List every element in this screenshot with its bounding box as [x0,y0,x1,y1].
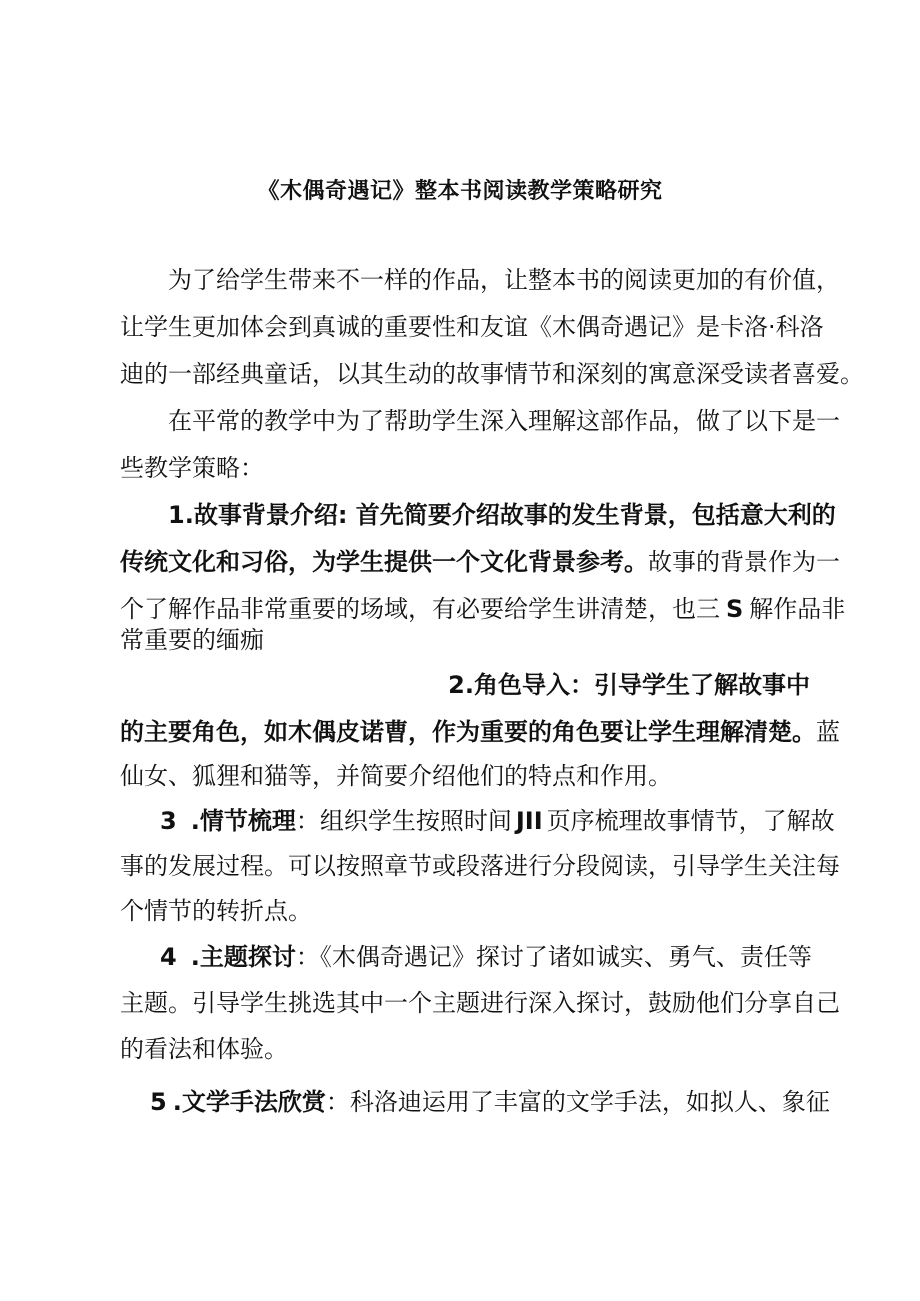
item1-line3 [120,592,845,626]
item4-rest: ：《木偶奇遇记》探讨了诸如诚实、勇气、责任等 [295,943,812,971]
item4-line2: 主题。引导学生挑选其中一个主题进行深入探讨，鼓励他们分享自己 [120,989,840,1017]
item5-line1 [150,1085,830,1119]
paragraph-line: 在平常的教学中为了帮助学生深入理解这部作品，做了以下是一 [168,407,840,435]
item1-line4: 常重要的缅痂 [120,626,264,654]
item5-number: 5 [150,1088,167,1116]
paragraph-line: 为了给学生带来不一样的作品，让整本书的阅读更加的有价值， [168,266,840,294]
item1-line2 [120,545,840,579]
item3-jii: JII [515,807,543,835]
item2-line2 [120,715,840,749]
item3-line1 [160,804,835,838]
item5-heading: .文学手法欣赏 [172,1088,326,1116]
item1-s-char: S [726,595,744,623]
item2-bold-text: 的主要角色，如木偶皮诺曹，作为重要的角色要让学生理解清楚。 [120,718,816,746]
item2-rest-text: 蓝 [816,718,840,746]
item4-number: 4 [160,943,177,971]
item4-line3: 的看法和体验。 [120,1035,288,1063]
item1-rest-text: 故事的背景作为一 [648,548,840,576]
item1-line3-tail: 解作品非 [749,595,846,623]
item3-number: 3 [160,807,177,835]
item3-rest1: ：组织学生按照时间 [295,807,512,835]
paragraph-line: 些教学策略： [120,454,264,482]
document-title: 《木偶奇遇记》整本书阅读教学策略研究 [257,179,663,204]
item5-rest: ：科洛迪运用了丰富的文学手法，如拟人、象征 [325,1088,830,1116]
item3-rest2: 页序梳理故事情节，了解故 [546,807,835,835]
item4-line1 [160,940,812,974]
item2-heading: 2.角色导入：引导学生了解故事中 [448,671,810,699]
item3-line2: 事的发展过程。可以按照章节或段落进行分段阅读，引导学生关注每 [120,852,840,880]
paragraph-line: 让学生更加体会到真诚的重要性和友谊《木偶奇遇记》是卡洛·科洛 [120,313,824,341]
paragraph-line: 迪的一部经典童话，以其生动的故事情节和深刻的寓意深受读者喜爱。 [120,360,864,388]
item1-line3-text: 个了解作品非常重要的场域，有必要给学生讲清楚，也三 [120,595,720,623]
item2-line3: 仙女、狐狸和猫等，并简要介绍他们的特点和作用。 [120,762,672,790]
item1-heading: 1.故事背景介绍: 首先简要介绍故事的发生背景，包括意大利的 [168,501,836,529]
item3-heading: .情节梳理 [190,807,296,835]
item4-heading: .主题探讨 [190,943,296,971]
item1-bold-text: 传统文化和习俗，为学生提供一个文化背景参考。 [120,548,648,576]
item3-line3: 个情节的转折点。 [120,897,312,925]
